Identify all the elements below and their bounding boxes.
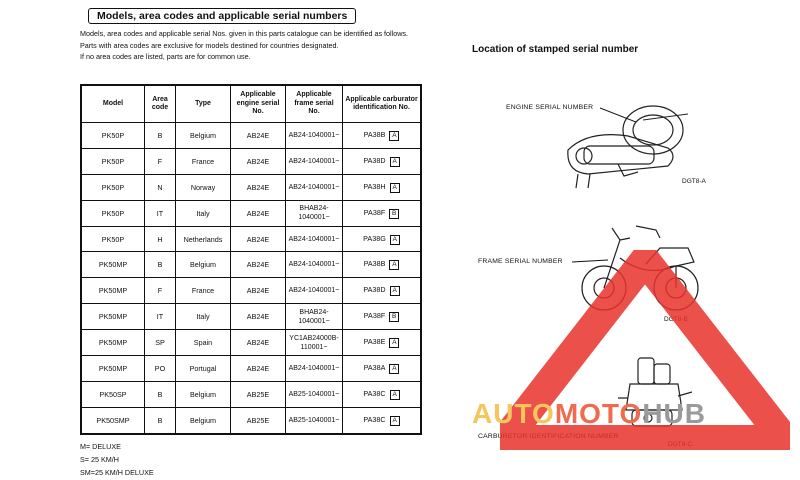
carburator-code: PA38B [363, 259, 386, 269]
engine-serial-cell: AB24E [231, 252, 286, 278]
carburator-code: PA38C [363, 414, 386, 424]
figure-reference-mark: B [389, 209, 399, 219]
type-cell: France [176, 278, 231, 304]
engine-serial-cell: AB25E [231, 407, 286, 433]
frame-serial-cell: YC1AB24000B-110001~ [286, 330, 343, 356]
carburator-id-cell [343, 381, 422, 407]
type-cell: Belgium [176, 252, 231, 278]
frame-serial-cell: AB24-1040001~ [286, 356, 343, 382]
table-row [81, 304, 421, 330]
carburator-code: PA38E [363, 337, 386, 347]
type-cell: France [176, 148, 231, 174]
carburator-id-cell [343, 252, 422, 278]
area-code-cell: H [145, 226, 176, 252]
frame-serial-cell: BHAB24-1040001~ [286, 304, 343, 330]
figure-reference-mark: B [389, 312, 399, 322]
area-code-cell: SP [145, 330, 176, 356]
figure-reference-mark: A [390, 416, 400, 426]
frame-serial-label: FRAME SERIAL NUMBER [478, 258, 563, 265]
model-cell: PK50P [81, 200, 145, 226]
header-frame-serial: Applicable frame serial No. [286, 85, 343, 123]
table-row [81, 330, 421, 356]
figure-reference-mark: A [389, 131, 399, 141]
model-cell: PK50MP [81, 356, 145, 382]
header-model: Model [81, 85, 145, 123]
location-title: Location of stamped serial number [472, 44, 639, 55]
header-type: Type [176, 85, 231, 123]
area-code-cell: IT [145, 200, 176, 226]
area-code-cell: PO [145, 356, 176, 382]
figure-reference-mark: A [389, 260, 399, 270]
model-cell: PK50P [81, 148, 145, 174]
engine-serial-cell: AB24E [231, 200, 286, 226]
table-row [81, 200, 421, 226]
frame-serial-cell: AB24-1040001~ [286, 148, 343, 174]
engine-serial-cell: AB24E [231, 226, 286, 252]
area-code-cell: F [145, 278, 176, 304]
intro-line-2: Parts with area codes are exclusive for models destined for countries designated. [80, 40, 339, 50]
figure-reference-mark: A [390, 157, 400, 167]
engine-pointer-arrow [600, 106, 640, 126]
section-title: Models, area codes and applicable serial numbers [88, 8, 356, 24]
model-cell: PK50P [81, 174, 145, 200]
carburator-id-cell [343, 200, 422, 226]
engine-serial-cell: AB24E [231, 174, 286, 200]
frame-serial-cell: AB24-1040001~ [286, 174, 343, 200]
engine-serial-cell: AB24E [231, 123, 286, 149]
table-row [81, 278, 421, 304]
carburator-id-cell [343, 407, 422, 433]
engine-serial-cell: AB25E [231, 381, 286, 407]
note-25kmh: S= 25 KM/H [80, 455, 119, 464]
model-cell: PK50MP [81, 330, 145, 356]
type-cell: Italy [176, 304, 231, 330]
model-cell: PK50P [81, 226, 145, 252]
figure-reference-mark: A [390, 286, 400, 296]
model-cell: PK50P [81, 123, 145, 149]
table-row [81, 226, 421, 252]
figure-reference-mark: A [389, 338, 399, 348]
header-engine-serial: Applicable engine serial No. [231, 85, 286, 123]
frame-serial-cell: AB25-1040001~ [286, 407, 343, 433]
carburator-code: PA38G [363, 233, 386, 243]
frame-figure-code: DGT8-B [664, 316, 688, 323]
model-cell: PK50SMP [81, 407, 145, 433]
frame-serial-cell: AB25-1040001~ [286, 381, 343, 407]
type-cell: Belgium [176, 123, 231, 149]
table-row [81, 356, 421, 382]
figure-reference-mark: A [390, 183, 400, 193]
figure-reference-mark: A [390, 235, 400, 245]
model-cell: PK50MP [81, 304, 145, 330]
engine-serial-label: ENGINE SERIAL NUMBER [506, 104, 594, 111]
watermark-text-hub: HUB [642, 398, 706, 429]
carburator-code: PA38C [363, 388, 386, 398]
intro-line-1: Models, area codes and applicable serial Nos. given in this parts catalogue can be identified as follows. [80, 29, 409, 38]
table-row [81, 252, 421, 278]
carburator-code: PA38D [363, 285, 386, 295]
carburator-id-cell [343, 356, 422, 382]
frame-serial-cell: AB24-1040001~ [286, 252, 343, 278]
model-cell: PK50SP [81, 381, 145, 407]
note-deluxe: M= DELUXE [80, 442, 121, 451]
intro-line-3: If no area codes are listed, parts are for common use. [80, 52, 251, 61]
note-25kmh-deluxe: SM=25 KM/H DELUXE [80, 468, 154, 477]
type-cell: Netherlands [176, 226, 231, 252]
carburator-code: PA38D [363, 155, 386, 165]
table-header-row [81, 85, 421, 123]
carburetor-figure-code: DGT8-C [668, 441, 693, 448]
intro-text [80, 28, 440, 63]
area-code-cell: N [145, 174, 176, 200]
header-area-code: Area code [145, 85, 176, 123]
header-carburator-id: Applicable carburator identification No. [343, 85, 422, 123]
engine-serial-cell: AB24E [231, 148, 286, 174]
frame-serial-cell: AB24-1040001~ [286, 226, 343, 252]
engine-figure-code: DGT8-A [682, 178, 706, 185]
carburator-id-cell [343, 148, 422, 174]
carburator-id-cell [343, 278, 422, 304]
frame-serial-cell: AB24-1040001~ [286, 123, 343, 149]
watermark-logo-text [472, 398, 706, 430]
carburator-id-cell [343, 174, 422, 200]
carburator-id-cell [343, 304, 422, 330]
carburator-id-cell [343, 330, 422, 356]
carburator-code: PA38B [363, 129, 386, 139]
table-row [81, 407, 421, 433]
table-row [81, 123, 421, 149]
table-row [81, 174, 421, 200]
frame-serial-cell: BHAB24-1040001~ [286, 200, 343, 226]
type-cell: Italy [176, 200, 231, 226]
watermark-text-auto: AUTO [472, 398, 555, 429]
watermark-text-moto: MOTO [554, 398, 643, 429]
type-cell: Spain [176, 330, 231, 356]
models-table [80, 84, 422, 435]
type-cell: Belgium [176, 407, 231, 433]
left-section [80, 6, 440, 63]
table-row [81, 381, 421, 407]
carburator-code: PA38H [363, 181, 386, 191]
carburetor-id-label: CARBURETOR IDENTIFICATION NUMBER [478, 433, 619, 440]
area-code-cell: B [145, 381, 176, 407]
area-code-cell: B [145, 407, 176, 433]
type-cell: Belgium [176, 381, 231, 407]
carburator-id-cell [343, 123, 422, 149]
figure-reference-mark: A [389, 364, 399, 374]
figure-reference-mark: A [390, 390, 400, 400]
model-cell: PK50MP [81, 252, 145, 278]
engine-serial-cell: AB24E [231, 304, 286, 330]
engine-serial-cell: AB24E [231, 330, 286, 356]
area-code-cell: IT [145, 304, 176, 330]
frame-serial-cell: AB24-1040001~ [286, 278, 343, 304]
carburator-code: PA38F [363, 207, 386, 217]
area-code-cell: F [145, 148, 176, 174]
carburator-code: PA38A [363, 362, 386, 372]
engine-serial-cell: AB24E [231, 278, 286, 304]
carburator-code: PA38F [363, 311, 386, 321]
carburator-id-cell [343, 226, 422, 252]
type-cell: Norway [176, 174, 231, 200]
table-row [81, 148, 421, 174]
type-cell: Portugal [176, 356, 231, 382]
legend-notes [80, 440, 154, 479]
area-code-cell: B [145, 252, 176, 278]
area-code-cell: B [145, 123, 176, 149]
engine-serial-cell: AB24E [231, 356, 286, 382]
model-cell: PK50MP [81, 278, 145, 304]
